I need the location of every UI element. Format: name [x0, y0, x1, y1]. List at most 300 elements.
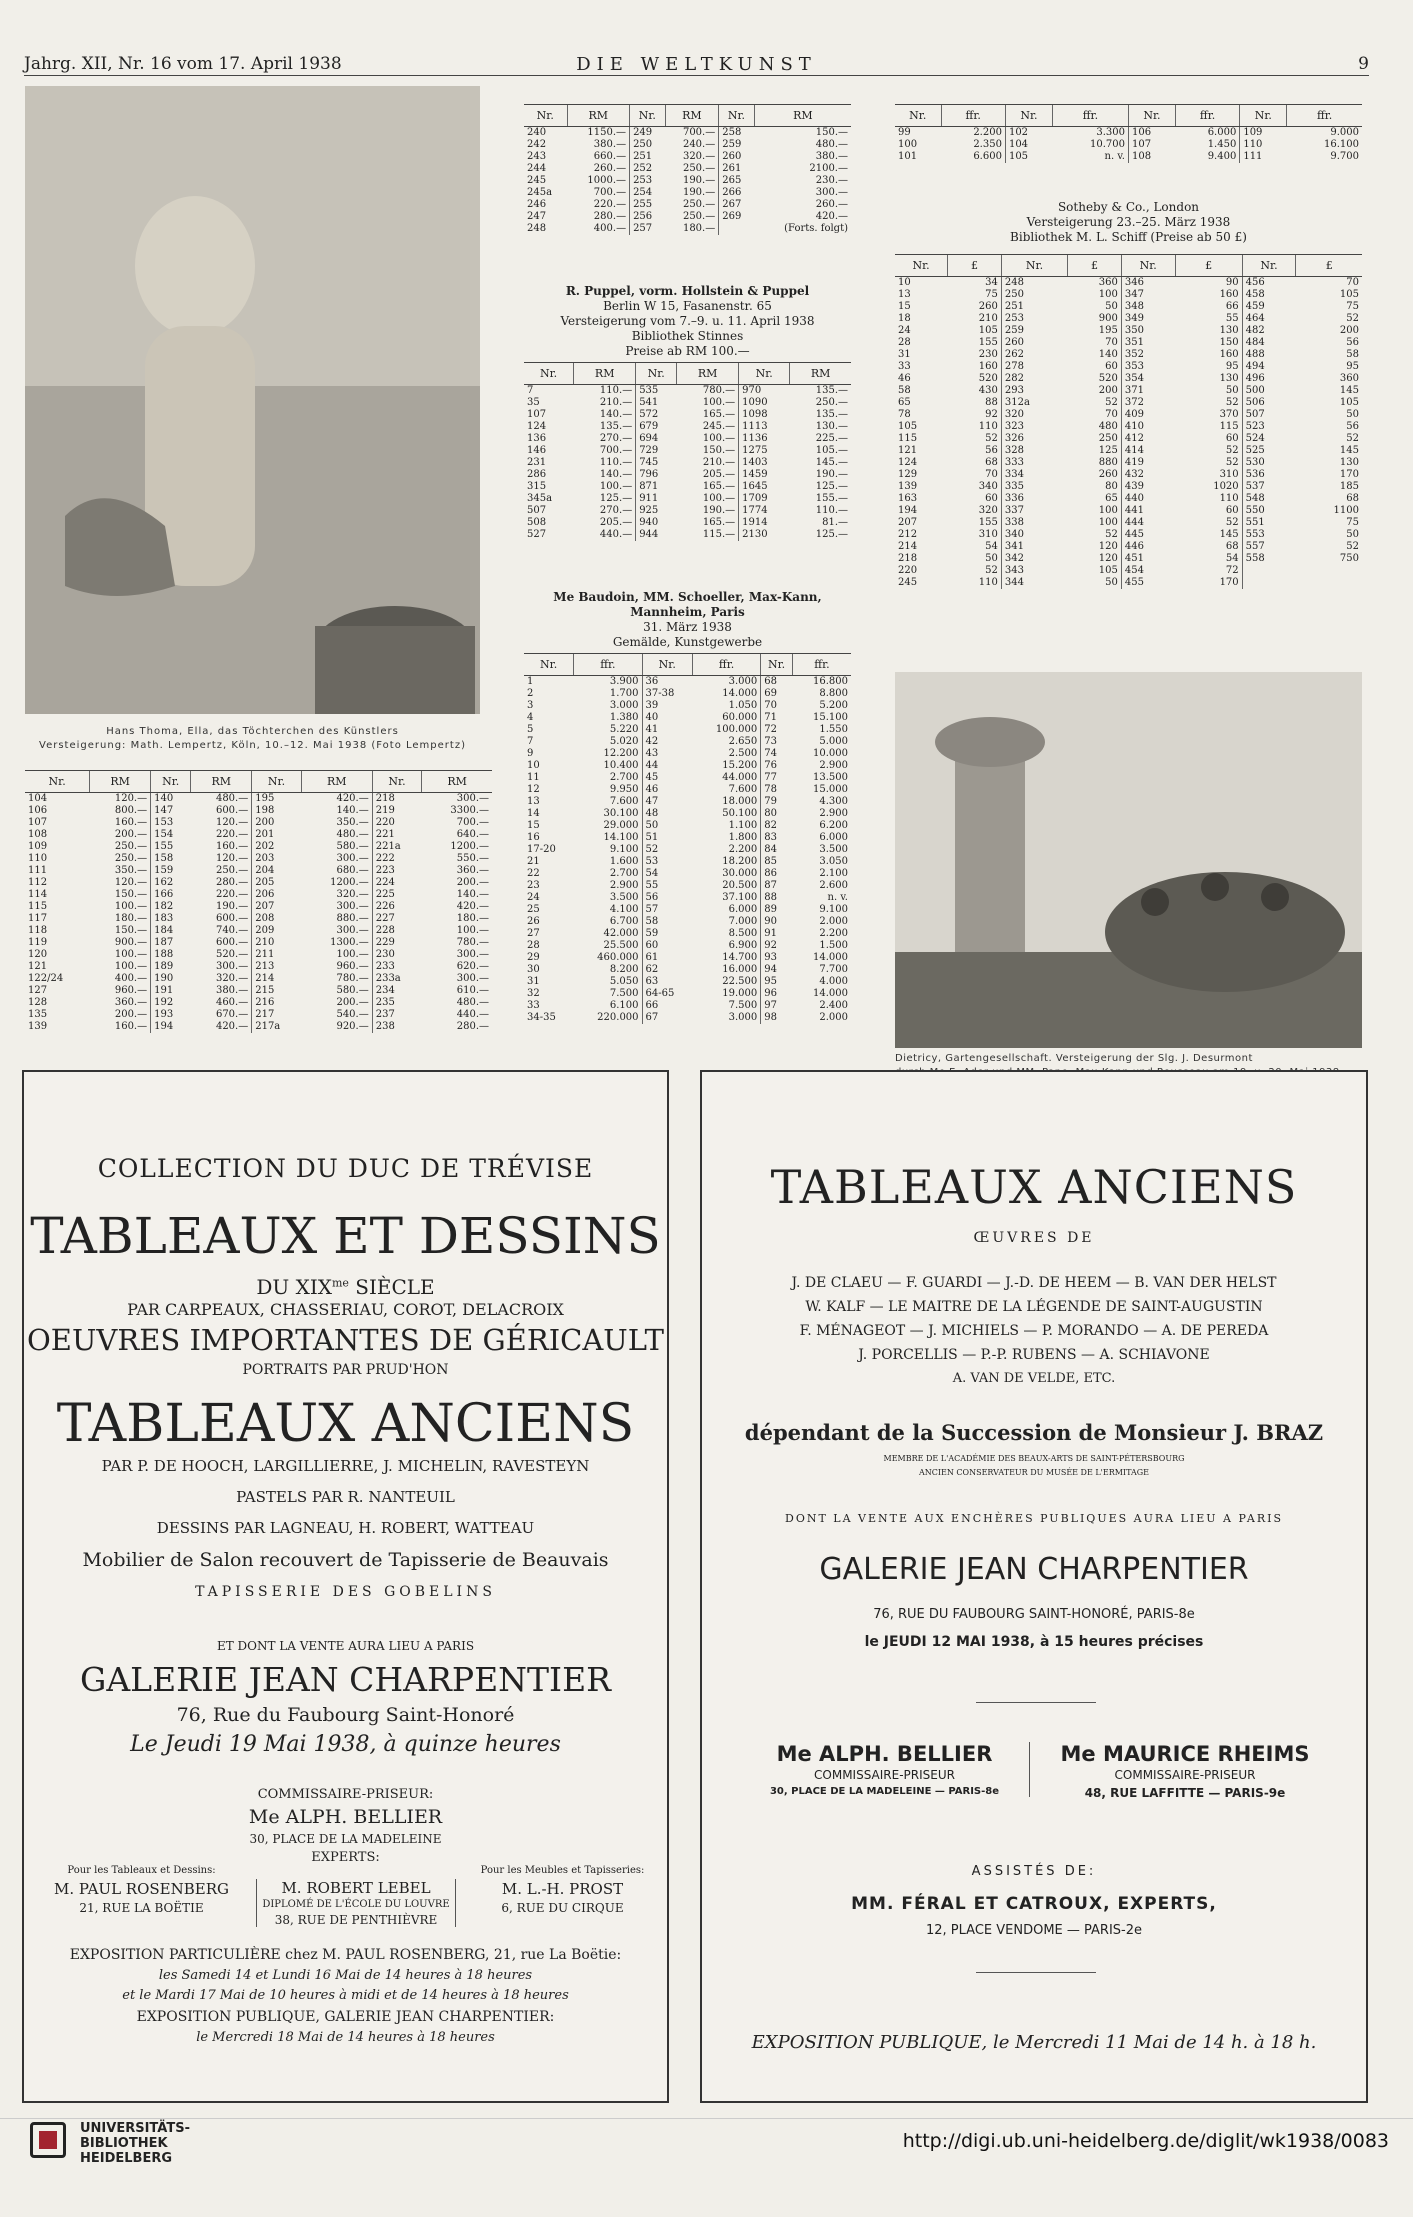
tableB-cell: 245.—: [702, 421, 736, 432]
tableA-cell: 257: [630, 223, 665, 235]
tableF-cell: 125: [1098, 445, 1118, 456]
tableC-cell: 4.100: [609, 904, 639, 915]
tableE-cell: 111: [1240, 151, 1287, 163]
table-row: [524, 187, 851, 199]
tableC-cell: 2.700: [609, 772, 639, 783]
tableB-cell: 440.—: [599, 529, 633, 540]
ad2-bellier: [740, 1742, 1030, 1797]
ad2-artists4: J. PORCELLIS — P.-P. RUBENS — A. SCHIAVONE: [858, 1347, 1210, 1363]
tableD-cell: 300.—: [336, 853, 369, 864]
ad1-drawings: DESSINS PAR LAGNEAU, H. ROBERT, WATTEAU: [156, 1519, 535, 1537]
tableA-cell: 252: [630, 163, 665, 175]
tableF-cell: 520: [978, 373, 998, 384]
tableC-cell: 2.200: [819, 928, 848, 939]
tableC-cell: 30.100: [603, 808, 639, 819]
tableC-cell: 60.000: [722, 712, 758, 723]
ad1-gobelins: TAPISSERIE DES GOBELINS: [195, 1584, 496, 1600]
tableA-cell: 260: [719, 151, 754, 163]
tableF-cell: 360: [1098, 277, 1118, 288]
tableD-cell: 118: [28, 925, 48, 936]
tableF-cell: 260: [1001, 337, 1067, 349]
tableC-cell: 79: [761, 796, 793, 808]
table-row: [25, 793, 492, 806]
ad1-galerie: GALERIE JEAN CHARPENTIER: [79, 1660, 612, 1699]
table-row: [524, 175, 851, 187]
tableC-cell: 42.000: [603, 928, 639, 939]
tableB-cell: 110.—: [599, 385, 633, 396]
tableF-cell: 218: [898, 553, 918, 564]
tableA-cell: 700.—: [593, 187, 627, 198]
tableD-cell: 1200.—: [450, 841, 489, 852]
tableC-cell: 96: [761, 988, 793, 1000]
tableF-cell: 52: [1105, 397, 1118, 408]
photo1-caption-line2: Versteigerung: Math. Lempertz, Köln, 10.–12. Mai 1938 (Foto Lempertz): [39, 740, 466, 751]
tableC-cell: 4: [527, 712, 534, 723]
tableE-header-5: ffr.: [1175, 105, 1239, 127]
source-url-link[interactable]: http://digi.ub.uni-heidelberg.de/diglit/wk1938/0083: [902, 2130, 1389, 2152]
tableF-cell: 360: [1339, 373, 1359, 384]
tableD-cell: 180.—: [456, 913, 489, 924]
ad1-e1-address: 21, RUE LA BOËTIE: [79, 1901, 204, 1915]
tableF-cell: 900: [1098, 313, 1118, 324]
tableD-cell: 200.—: [336, 997, 369, 1008]
tableF-cell: 130: [1219, 373, 1239, 384]
tableF-cell: 55: [1225, 313, 1239, 324]
tableF-cell: 260: [978, 301, 998, 312]
tableD-cell: 219: [372, 805, 422, 817]
tableD-cell: 216: [252, 997, 302, 1009]
tableC-cell: 27: [527, 928, 540, 939]
tableB-cell: 925: [636, 505, 677, 517]
table-row: [25, 841, 492, 853]
tableD-cell: 100.—: [456, 925, 489, 936]
table-row: [25, 889, 492, 901]
table-row: [25, 997, 492, 1009]
tableF-cell: 496: [1242, 373, 1296, 385]
tableC-cell: 6.100: [609, 1000, 639, 1011]
tableF-cell: 70: [985, 469, 998, 480]
tableF-cell: 52: [985, 565, 998, 576]
tableD-cell: 200.—: [114, 829, 148, 840]
tableC-cell: 21: [527, 856, 540, 867]
ad2-oeuvres: ŒUVRES DE: [973, 1230, 1095, 1246]
tableC-cell: 77: [761, 772, 793, 784]
tableF-cell: 54: [1225, 553, 1239, 564]
tableE-header-0: Nr.: [895, 105, 941, 127]
tableC-cell: 61: [642, 952, 692, 964]
tableC-cell: 9.950: [609, 784, 639, 795]
tableC-cell: 22: [527, 868, 540, 879]
tableD-cell: 147: [151, 805, 191, 817]
tableB-cell: 190.—: [815, 469, 848, 480]
tableF-cell: 456: [1242, 277, 1296, 290]
tableF-cell: 54: [985, 541, 998, 552]
tableF-cell: 110: [978, 577, 998, 588]
tableC-cell: 97: [761, 1000, 793, 1012]
tableB-cell: 135.—: [815, 409, 848, 420]
tableB-cell: 135.—: [815, 385, 848, 396]
tableF-cell: 50: [985, 553, 998, 564]
tableF-cell: 110: [978, 421, 998, 432]
tableF-cell: 446: [1121, 541, 1175, 553]
tableF-cell: 454: [1121, 565, 1175, 577]
tableD-cell: 100.—: [114, 949, 148, 960]
tableD-cell: 400.—: [114, 973, 148, 984]
tableA-cell: 251: [630, 151, 665, 163]
tableA-cell: 280.—: [593, 211, 627, 222]
tableC-cell: 63: [642, 976, 692, 988]
tableB-cell: 679: [636, 421, 677, 433]
tableA-header-3: RM: [665, 105, 719, 127]
tableD-cell: 300.—: [336, 925, 369, 936]
tableD-cell: 229: [372, 937, 422, 949]
tableB-cell: 1403: [739, 457, 790, 469]
tableF-cell: 56: [1346, 337, 1359, 348]
tableD-cell: 350.—: [114, 865, 148, 876]
tableD-cell: 550.—: [456, 853, 489, 864]
table-row: [524, 808, 851, 820]
tableD-cell: 224: [372, 877, 422, 889]
tableF-cell: 60: [1225, 505, 1239, 516]
table-row: [524, 151, 851, 163]
tableB-cell: 745: [636, 457, 677, 469]
ad1-century-sup: me: [331, 1276, 349, 1290]
tableF-cell: 349: [1121, 313, 1175, 325]
table-row: [524, 676, 851, 689]
tableF-cell: 60: [985, 493, 998, 504]
tableF-cell: 214: [898, 541, 918, 552]
tableC-cell: 6.000: [728, 904, 758, 915]
tableF-cell: 100: [1098, 289, 1118, 300]
tableC-cell: 51: [642, 832, 692, 844]
tableB-cell: 136: [527, 433, 547, 444]
tableA-cell: 480.—: [815, 139, 848, 150]
tableA-cell: 260.—: [815, 199, 848, 210]
table-row: [524, 736, 851, 748]
tableC-cell: 5.200: [819, 700, 848, 711]
tableF-cell: 60: [1105, 361, 1118, 372]
tableC-cell: 5.220: [609, 724, 639, 735]
tableC-cell: 16.800: [813, 676, 848, 687]
table-row: [524, 748, 851, 760]
tableB-cell: 110.—: [815, 505, 848, 516]
tableD-cell: 121: [28, 961, 48, 972]
tableA-cell: 400.—: [593, 223, 627, 234]
tableD-cell: 205: [252, 877, 302, 889]
tableB-cell: 100.—: [702, 493, 736, 504]
table-row: [524, 1000, 851, 1012]
tableC-cell: 3.500: [609, 892, 639, 903]
table-row: [524, 928, 851, 940]
tableC-cell: 14.000: [813, 952, 848, 963]
tableC-cell: 76: [761, 760, 793, 772]
tableD-cell: 480.—: [215, 793, 249, 804]
table-row: [524, 832, 851, 844]
ad1-commissaire-label: COMMISSAIRE-PRISEUR:: [257, 1787, 434, 1802]
tableC-cell: 1.800: [728, 832, 758, 843]
tableA-cell: 243: [527, 151, 547, 162]
tableC-cell: 84: [761, 844, 793, 856]
tableD-cell: 182: [151, 901, 191, 913]
tableD-cell: 117: [28, 913, 48, 924]
tableD-cell: 191: [151, 985, 191, 997]
tableC-cell: 1.550: [819, 724, 848, 735]
tableC-cell: 14.000: [722, 688, 758, 699]
tableF-cell: 90: [1225, 277, 1239, 288]
tableE-cell: 9.400: [1207, 151, 1237, 162]
tableA-header-0: Nr.: [524, 105, 567, 127]
tableE-cell: 1.450: [1207, 139, 1237, 150]
tableF-cell: 459: [1242, 301, 1296, 313]
table-row: [895, 127, 1362, 140]
tableF-cell: 346: [1121, 277, 1175, 290]
ad2-exposition: EXPOSITION PUBLIQUE, le Mercredi 11 Mai de 14 h. à 18 h.: [751, 2032, 1317, 2053]
tableC-cell: 37-38: [642, 688, 692, 700]
tableB-cell: 944: [636, 529, 677, 541]
tableC-cell: 9.100: [609, 844, 639, 855]
table-row: [895, 373, 1362, 385]
tableC-cell: 57: [642, 904, 692, 916]
tableF-cell: 458: [1242, 289, 1296, 301]
tableD-cell: 300.—: [215, 961, 249, 972]
tableD-cell: 154: [151, 829, 191, 841]
tableF-cell: 68: [1346, 493, 1359, 504]
price-table-d: [25, 770, 492, 1033]
tableC-cell: 73: [761, 736, 793, 748]
tableE-cell: 2.200: [973, 127, 1002, 138]
tableF-cell: 65: [1105, 493, 1118, 504]
ad1-expo-pub: EXPOSITION PUBLIQUE, GALERIE JEAN CHARPENTIER:: [136, 2009, 555, 2025]
table-row: [25, 925, 492, 937]
tableF-cell: 68: [1225, 541, 1239, 552]
tableF-cell: 70: [1105, 409, 1118, 420]
tableF-cell: 160: [978, 361, 998, 372]
tableB-cell: 527: [527, 529, 547, 540]
tableC-cell: 2: [527, 688, 534, 699]
tableA-cell: 242: [527, 139, 547, 150]
tableD-cell: 100.—: [114, 961, 148, 972]
tableD-cell: 159: [151, 865, 191, 877]
ad2-divider: [976, 1702, 1096, 1703]
table-row: [895, 139, 1362, 151]
tableF-cell: 1100: [1333, 505, 1359, 516]
tableD-cell: 220.—: [215, 889, 249, 900]
tableF-cell: 343: [1001, 565, 1067, 577]
tableF-cell: 441: [1121, 505, 1175, 517]
tableC-cell: 47: [642, 796, 692, 808]
tableC-cell: 72: [761, 724, 793, 736]
tableC-cell: 2.900: [819, 808, 848, 819]
ad2-rheims-role: COMMISSAIRE-PRISEUR: [1114, 1768, 1256, 1782]
tableC-cell: 55: [642, 880, 692, 892]
tableC-cell: 78: [761, 784, 793, 796]
tableD-cell: 203: [252, 853, 302, 865]
ad1-expo-dates2: et le Mardi 17 Mai de 10 heures à midi et de 14 heures à 18 heures: [122, 1988, 569, 2003]
tableD-cell: 222: [372, 853, 422, 865]
tableC-cell: 15: [527, 820, 540, 831]
tableB-cell: 150.—: [702, 445, 736, 456]
ad1-century-a: DU XIX: [256, 1275, 332, 1299]
tableC-cell: 33: [527, 1000, 540, 1011]
tableC-cell: 36: [642, 676, 692, 689]
tableD-cell: 300.—: [336, 901, 369, 912]
ad1-expert-prost: [464, 1865, 661, 1915]
tableC-cell: 71: [761, 712, 793, 724]
tableF-cell: 200: [1339, 325, 1359, 336]
ad1-experts: [34, 1865, 661, 1935]
tableC-cell: 59: [642, 928, 692, 940]
photo2-caption-line1: Dietricy, Gartengesellschaft. Versteigerung der Slg. J. Desurmont: [895, 1053, 1253, 1064]
tableA-cell: 320.—: [682, 151, 716, 162]
tableE-header-7: ffr.: [1287, 105, 1362, 127]
tableF-cell: 750: [1339, 553, 1359, 564]
tableC-cell: 1.500: [819, 940, 848, 951]
tableF-cell: 28: [898, 337, 911, 348]
tableD-cell: 420.—: [215, 1021, 249, 1032]
tableC-cell: 10.000: [813, 748, 848, 759]
table-row: [895, 517, 1362, 529]
table-row: [524, 223, 851, 235]
tableB-header-0: Nr.: [524, 363, 574, 385]
tableD-cell: 480.—: [456, 997, 489, 1008]
tableC-cell: 1: [527, 676, 534, 687]
tableD-cell: 162: [151, 877, 191, 889]
tableB-cell: 780.—: [702, 385, 736, 396]
ad2-divider2: [976, 1972, 1096, 1973]
sotheby-header: [895, 200, 1362, 245]
tableA-cell: 265: [719, 175, 754, 187]
tableD-cell: 201: [252, 829, 302, 841]
tableF-cell: 105: [1098, 565, 1118, 576]
tableD-cell: 184: [151, 925, 191, 937]
tableC-cell: 95: [761, 976, 793, 988]
tableC-cell: 80: [761, 808, 793, 820]
tableA-cell: 250.—: [682, 163, 716, 174]
tableB-cell: 970: [739, 385, 790, 398]
tableA-cell: 250: [630, 139, 665, 151]
tableD-cell: 202: [252, 841, 302, 853]
tableF-cell: 414: [1121, 445, 1175, 457]
tableC-cell: 74: [761, 748, 793, 760]
tableD-cell: 140.—: [336, 805, 369, 816]
tableF-header-1: £: [948, 255, 1002, 277]
tableE-cell: 108: [1128, 151, 1175, 163]
tableC-cell: 7.000: [728, 916, 758, 927]
puppel-address: Berlin W 15, Fasanenstr. 65: [603, 299, 772, 313]
tableC-cell: 16: [527, 832, 540, 843]
tableE-cell: 99: [898, 127, 911, 138]
price-table-b: [524, 362, 851, 541]
tableF-cell: 507: [1242, 409, 1296, 421]
tableE-cell: n. v.: [1104, 151, 1125, 162]
tableD-cell: 115: [28, 901, 48, 912]
tableF-cell: 494: [1242, 361, 1296, 373]
tableD-cell: 198: [252, 805, 302, 817]
tableC-cell: 2.200: [728, 844, 758, 855]
ad2-address: 76, RUE DU FAUBOURG SAINT-HONORÉ, PARIS-8e: [873, 1607, 1195, 1622]
tableD-cell: 900.—: [114, 937, 148, 948]
tableE-header-2: Nr.: [1005, 105, 1052, 127]
tableB-cell: 315: [527, 481, 547, 492]
tableA-header-1: RM: [567, 105, 630, 127]
tableB-cell: 535: [636, 385, 677, 398]
tableC-cell: 64-65: [642, 988, 692, 1000]
table-row: [895, 577, 1362, 589]
tableF-cell: 52: [1105, 529, 1118, 540]
tableF-cell: 31: [898, 349, 911, 360]
table-row: [524, 904, 851, 916]
tableB-cell: 105.—: [815, 445, 848, 456]
tableC-cell: 26: [527, 916, 540, 927]
tableF-cell: 335: [1001, 481, 1067, 493]
ad2-artists2: W. KALF — LE MAITRE DE LA LÉGENDE DE SAINT-AUGUSTIN: [805, 1299, 1263, 1315]
tableF-cell: 100: [1098, 505, 1118, 516]
tableF-cell: 130: [1219, 325, 1239, 336]
tableF-cell: 347: [1121, 289, 1175, 301]
university-name: [80, 2121, 190, 2166]
tableA-cell: [719, 223, 754, 235]
tableB-cell: 205.—: [702, 469, 736, 480]
tableC-cell: 8.800: [819, 688, 848, 699]
tableC-cell: 10: [527, 760, 540, 771]
tableD-cell: 680.—: [336, 865, 369, 876]
tableC-cell: 6.700: [609, 916, 639, 927]
table-row: [524, 1012, 851, 1024]
tableF-cell: 52: [1225, 397, 1239, 408]
tableB-cell: 130.—: [815, 421, 848, 432]
tableF-cell: 34: [985, 277, 998, 288]
tableF-cell: 115: [898, 433, 918, 444]
photo-hans-thoma-ella: [25, 86, 480, 714]
tableF-cell: 66: [1225, 301, 1239, 312]
tableA-cell: 260.—: [593, 163, 627, 174]
tableA-cell: 220.—: [593, 199, 627, 210]
tableF-cell: 212: [898, 529, 918, 540]
tableF-cell: 323: [1001, 421, 1067, 433]
tableA-cell: 1150.—: [587, 127, 627, 138]
tableD-cell: 104: [28, 793, 48, 804]
logo-line3: HEIDELBERG: [80, 2151, 173, 2166]
tableC-cell: 2.500: [728, 748, 758, 759]
tableB-cell: 100.—: [599, 481, 633, 492]
tableD-cell: 139: [28, 1021, 48, 1032]
tableD-cell: 480.—: [336, 829, 369, 840]
tableB-cell: 345a: [527, 493, 553, 504]
tableF-cell: 354: [1121, 373, 1175, 385]
table-row: [524, 820, 851, 832]
tableF-cell: 155: [978, 517, 998, 528]
ad1-date: Le Jeudi 19 Mai 1938, à quinze heures: [130, 1732, 561, 1757]
ad1-prudhon: PORTRAITS PAR PRUD'HON: [242, 1362, 449, 1378]
tableA-cell: 246: [527, 199, 547, 210]
table-row: [524, 517, 851, 529]
tableF-header-0: Nr.: [895, 255, 948, 277]
tableB-cell: 140.—: [599, 469, 633, 480]
table-row: [25, 853, 492, 865]
tableD-cell: 140: [151, 793, 191, 806]
tableF-cell: 310: [978, 529, 998, 540]
garden-painting-illustration: [895, 672, 1362, 1048]
painting-illustration: [25, 86, 480, 714]
tableD-cell: 235: [372, 997, 422, 1009]
table-row: [25, 877, 492, 889]
table-row: [524, 724, 851, 736]
table-row: [524, 940, 851, 952]
tableF-cell: 432: [1121, 469, 1175, 481]
table-row: [895, 301, 1362, 313]
tableD-cell: 700.—: [456, 817, 489, 828]
tableE-cell: 6.000: [1207, 127, 1237, 138]
